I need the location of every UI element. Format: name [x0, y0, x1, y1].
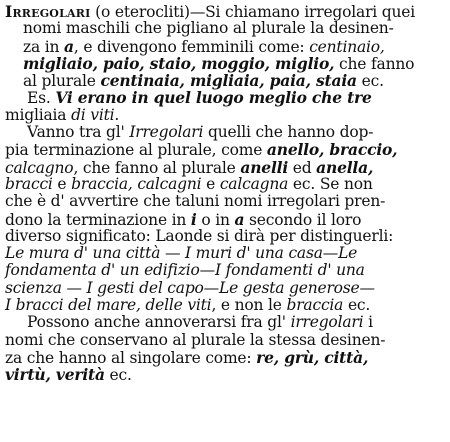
text-run: irregolari — [290, 313, 364, 332]
text-line — [5, 89, 445, 106]
text-run: re, grù, città, — [256, 347, 369, 367]
text-run: diverso significato: Laonde si dirà per distinguerli: — [5, 226, 394, 245]
text-run: i — [363, 313, 373, 332]
text-run: di viti — [71, 105, 115, 124]
text-run: calcagno — [5, 158, 74, 177]
text-line — [5, 55, 445, 72]
text-run: centinaia, migliaia, paia, staia — [100, 71, 357, 91]
text-run: , che fanno al plurale — [73, 158, 241, 177]
text-line — [5, 245, 445, 262]
text-line — [5, 72, 445, 89]
text-line — [5, 297, 445, 314]
text-run: centinaio, — [309, 37, 385, 56]
text-run: migliaia — [5, 105, 72, 124]
text-line — [5, 314, 445, 331]
text-run: secondo il loro — [244, 210, 362, 229]
text-run: pia terminazione al plurale, come — [5, 141, 267, 160]
text-run: ec. — [343, 296, 371, 315]
text-run: za in — [23, 37, 65, 56]
text-run: anelli — [240, 157, 289, 177]
text-run: migliaio, paio, staio, moggio, miglio, — [23, 53, 335, 73]
text-line — [5, 107, 445, 124]
text-run: e — [201, 174, 220, 193]
text-line — [5, 332, 445, 349]
text-run: Vi erano in quel luogo meglio che tre — [55, 88, 372, 108]
text-run: calcagna — [219, 174, 289, 193]
text-line — [5, 141, 445, 158]
text-line — [5, 124, 445, 141]
text-line — [5, 193, 445, 210]
text-run: ed — [288, 158, 317, 177]
text-run: che è d' avvertire che taluni nomi irregolari pren- — [5, 192, 386, 211]
text-line — [5, 3, 445, 20]
text-run: anello, braccio, — [266, 140, 398, 160]
text-run: virtù, verità — [5, 365, 105, 385]
text-line — [5, 228, 445, 245]
text-run: i — [190, 209, 197, 229]
text-run: ec. Se non — [288, 174, 373, 193]
text-line — [5, 366, 445, 383]
text-run: a — [64, 36, 74, 56]
text-run: nomi maschili che pigliano al plurale la desinen- — [23, 19, 394, 38]
text-line — [5, 349, 445, 366]
text-run: , e non le — [211, 296, 287, 315]
text-line — [5, 20, 445, 37]
text-run: Irregolari — [129, 123, 204, 142]
text-run: ec. — [356, 72, 384, 91]
text-run: Es. — [27, 89, 56, 108]
text-run: o in — [196, 210, 235, 229]
text-run: ec. — [104, 366, 132, 385]
text-run: braccia, calcagni — [71, 174, 202, 193]
text-run: za che hanno al singolare come: — [5, 348, 257, 367]
text-line — [5, 159, 445, 176]
text-run: fondamenta d' un edifizio—I fondamenti d' una — [5, 261, 365, 280]
text-run: al plurale — [23, 72, 101, 91]
text-run: . — [114, 105, 120, 124]
text-line — [5, 211, 445, 228]
text-line — [5, 262, 445, 279]
text-run: a — [234, 209, 245, 229]
text-run: I bracci del mare, delle viti — [5, 296, 212, 315]
text-line — [5, 38, 445, 55]
text-run: dono la terminazione in — [5, 210, 191, 229]
text-run: Le mura d' una città — I muri d' una casa—Le — [5, 244, 358, 263]
text-line — [5, 176, 445, 193]
text-run: (o eterocliti)—Si chiamano irregolari quei — [90, 3, 416, 21]
text-run: Irregolari — [5, 2, 91, 21]
text-run: nomi che conservano al plurale la stessa desinen- — [5, 330, 386, 349]
text-run: braccia — [286, 296, 344, 315]
text-run: Possono anche annoverarsi fra gl' — [27, 313, 291, 332]
text-run: che fanno — [334, 54, 415, 73]
text-run: quelli che hanno dop- — [203, 123, 374, 142]
text-run: , e divengono femminili come: — [73, 37, 310, 56]
text-line — [5, 280, 445, 297]
text-run: Vanno tra gl' — [27, 123, 130, 142]
text-run: anella, — [316, 157, 374, 177]
text-run: bracci — [5, 174, 53, 193]
text-run: e — [52, 174, 72, 193]
text-run: scienza — I gesti del capo—Le gesta generose— — [5, 278, 375, 297]
